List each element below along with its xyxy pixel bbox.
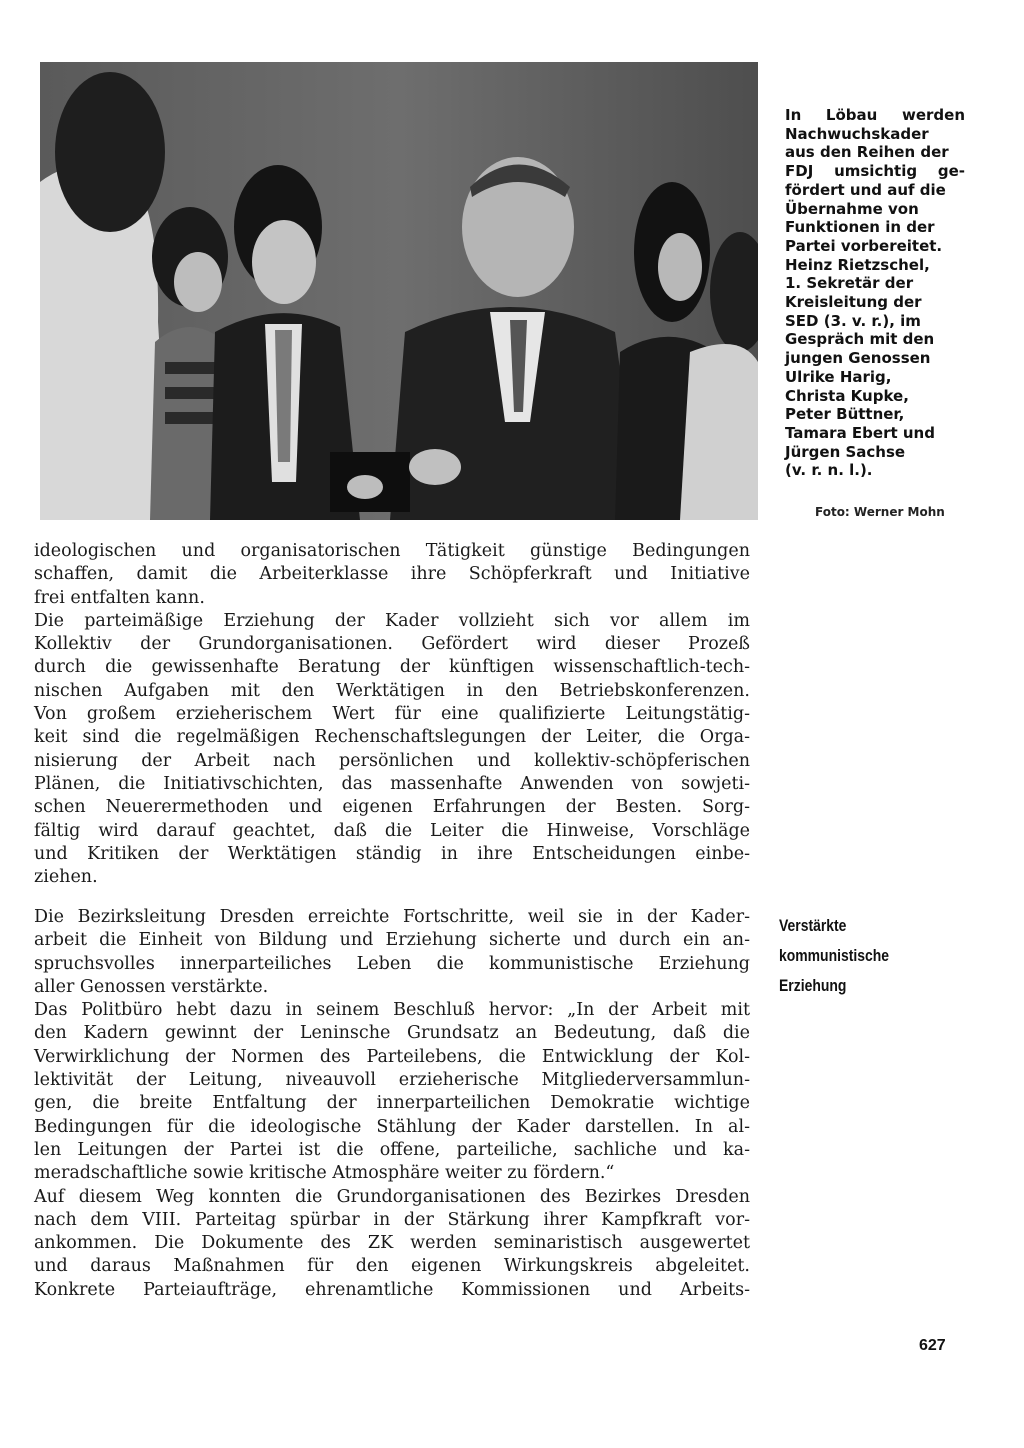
side-heading-line: kommunistische bbox=[779, 946, 890, 965]
group-photo bbox=[40, 62, 758, 520]
caption-line: Übernahme von bbox=[785, 199, 919, 218]
text-line: und daraus Maßnahmen für den eigenen Wirkungskreis abgeleitet. bbox=[34, 1256, 750, 1277]
side-heading bbox=[779, 911, 894, 1001]
text-line: nach dem VIII. Parteitag spürbar in der Stärkung ihrer Kampfkraft vor- bbox=[34, 1209, 750, 1230]
text-line: fältig wird darauf geachtet, daß die Leiter die Hinweise, Vorschläge bbox=[34, 820, 750, 841]
text-line: Kollektiv der Grundorganisationen. Gefördert wird dieser Prozeß bbox=[34, 634, 750, 655]
caption-line: Christa Kupke, bbox=[785, 386, 909, 405]
text-line: und Kritiken der Werktätigen ständig in ihre Entscheidungen einbe- bbox=[34, 843, 750, 864]
caption-line: Kreisleitung der bbox=[785, 293, 922, 312]
text-line: Bedingungen für die ideologische Stählung der Kader darstellen. In al- bbox=[34, 1116, 750, 1137]
text-line: schaffen, damit die Arbeiterklasse ihre Schöpferkraft und Initiative bbox=[34, 564, 750, 585]
text-line: frei entfalten kann. bbox=[34, 587, 205, 608]
text-line: ziehen. bbox=[34, 867, 98, 888]
caption-line: fördert und auf die bbox=[785, 180, 946, 199]
text-line: gen, die breite Entfaltung der innerparteilichen Demokratie wichtige bbox=[34, 1093, 750, 1114]
text-line: ankommen. Die Dokumente des ZK werden seminaristisch ausgewertet bbox=[34, 1233, 750, 1254]
text-line: Das Politbüro hebt dazu in seinem Beschluß hervor: „In der Arbeit mit bbox=[34, 1000, 750, 1021]
text-line: Von großem erzieherischem Wert für eine qualifizierte Leitungstätig- bbox=[34, 704, 750, 725]
caption-line: FDJ umsichtig ge- bbox=[785, 162, 965, 181]
caption-line: Gespräch mit den bbox=[785, 330, 935, 349]
text-line: den Kadern gewinnt der Leninsche Grundsatz an Bedeutung, daß die bbox=[34, 1023, 750, 1044]
caption-line: In Löbau werden bbox=[785, 106, 965, 124]
caption-line: aus den Reihen der bbox=[785, 143, 949, 162]
text-line: Plänen, die Initiativschichten, das massenhafte Anwenden von sowjeti- bbox=[34, 773, 750, 794]
caption-line: Partei vorbereitet. bbox=[785, 236, 943, 255]
body-paragraph-2 bbox=[34, 906, 750, 1302]
photo-credit: Foto: Werner Mohn bbox=[815, 505, 945, 519]
caption-line: 1. Sekretär der bbox=[785, 274, 914, 293]
text-line: Die parteimäßige Erziehung der Kader vollzieht sich vor allem im bbox=[34, 610, 750, 631]
side-heading-line: Erziehung bbox=[779, 976, 847, 995]
text-line: len Leitungen der Partei ist die offene, parteiliche, sachliche und ka- bbox=[34, 1139, 750, 1160]
caption-line: Ulrike Harig, bbox=[785, 367, 892, 386]
text-line: keit sind die regelmäßigen Rechenschaftslegungen der Leiter, die Orga- bbox=[34, 727, 750, 748]
photo-caption bbox=[785, 106, 965, 480]
caption-line: Heinz Rietzschel, bbox=[785, 255, 930, 274]
text-line: spruchsvolles innerparteiliches Leben die kommunistische Erziehung bbox=[34, 953, 750, 974]
text-line: Konkrete Parteiaufträge, ehrenamtliche Kommissionen und Arbeits- bbox=[34, 1279, 750, 1300]
caption-line: Tamara Ebert und bbox=[785, 423, 935, 442]
text-line: Auf diesem Weg konnten die Grundorganisationen des Bezirkes Dresden bbox=[34, 1186, 750, 1207]
caption-line: SED (3. v. r.), im bbox=[785, 311, 921, 330]
text-line: arbeit die Einheit von Bildung und Erziehung sicherte und durch ein an- bbox=[34, 930, 750, 951]
text-line: durch die gewissenhafte Beratung der künftigen wissenschaftlich-tech- bbox=[34, 657, 750, 678]
text-line: lektivität der Leitung, niveauvoll erzieherische Mitgliederversammlun- bbox=[34, 1070, 750, 1091]
text-line: nisierung der Arbeit nach persönlichen und kollektiv-schöpferischen bbox=[34, 750, 750, 771]
text-line: nischen Aufgaben mit den Werktätigen in den Betriebskonferenzen. bbox=[34, 680, 750, 701]
caption-line: Peter Büttner, bbox=[785, 405, 905, 424]
text-line: meradschaftliche sowie kritische Atmosphäre weiter zu fördern.“ bbox=[34, 1163, 615, 1184]
body-paragraph-1 bbox=[34, 540, 750, 889]
caption-line: Jürgen Sachse bbox=[785, 442, 906, 461]
text-line: ideologischen und organisatorischen Tätigkeit günstige Bedingungen bbox=[34, 541, 750, 561]
page-number: 627 bbox=[919, 1337, 946, 1354]
text-line: Verwirklichung der Normen des Parteilebens, die Entwicklung der Kol- bbox=[34, 1046, 750, 1067]
caption-line: jungen Genossen bbox=[785, 349, 931, 368]
group-photo-image bbox=[40, 62, 758, 520]
text-line: aller Genossen verstärkte. bbox=[34, 976, 269, 997]
text-line: schen Neuerermethoden und eigenen Erfahrungen der Besten. Sorg- bbox=[34, 797, 750, 818]
side-heading-line: Verstärkte bbox=[779, 916, 847, 935]
text-line: Die Bezirksleitung Dresden erreichte Fortschritte, weil sie in der Kader- bbox=[34, 907, 750, 927]
caption-line: (v. r. n. l.). bbox=[785, 461, 873, 480]
caption-line: Nachwuchskader bbox=[785, 124, 929, 143]
caption-line: Funktionen in der bbox=[785, 218, 935, 237]
